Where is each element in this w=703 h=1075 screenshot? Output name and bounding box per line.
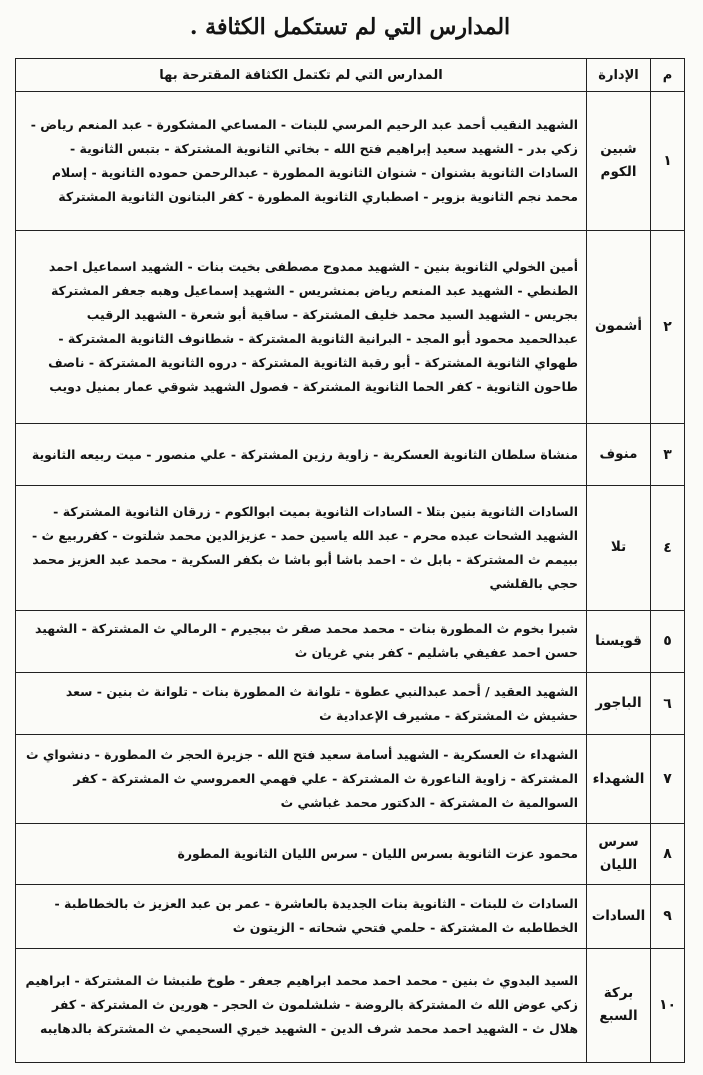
row-administration: سرس الليان xyxy=(587,824,651,884)
row-schools: الشهداء ث العسكرية - الشهيد أسامة سعيد فتح الله - جزيرة الحجر ث المطورة - دنشواي ث المشتركة - زاوية الناعورة ث المشتركة - علي فهمي العمروسي ث المشتركة - كفر السوالمية ث المشتركة - الدكتور محمد غباشي ث xyxy=(16,735,587,824)
table-row xyxy=(16,824,685,884)
row-schools: السيد البدوي ث بنين - محمد احمد محمد ابراهيم جعفر - طوخ طنبشا ث المشتركة - ابراهيم زكي عوض الله ث المشتركة بالروضة - شلشلمون ث الحجر - هورين ث المشتركة - كفر هلال ث - الشهيد احمد محمد شرف الدين - الشهيد خيري السحيمي ث المشتركة بالدهايبه xyxy=(16,948,587,1062)
row-schools: أمين الخولي الثانوية بنين - الشهيد ممدوح مصطفى بخيت بنات - الشهيد اسماعيل احمد الطنطي - الشهيد عبد المنعم رياض بمنشريس - الشهيد إسماعيل وهبه جعفر المشتركة بجريس - الشهيد السيد محمد خليف المشتركة - ساقية أبو شعرة - الشهيد الرقيب عبدالحميد محمود أبو المجد - البرانية الثانوية المشتركة - شطانوف الثانوية المشتركة - طهواي الثانوية المشتركة - أبو رقبة الثانوية المشتركة - دروه الثانوية المشتركة - ناصف طاحون الثانوية - كفر الحما الثانوية المشتركة - فصول الشهيد شوقي عمار بمنيل دويب xyxy=(16,231,587,424)
table-header-row xyxy=(16,59,685,92)
header-num: م xyxy=(651,59,685,92)
table-row xyxy=(16,884,685,948)
row-number: ١٠ xyxy=(651,948,685,1062)
header-schools: المدارس التي لم تكتمل الكثافة المقترحة بها xyxy=(16,59,587,92)
row-administration: أشمون xyxy=(587,231,651,424)
row-administration: شبين الكوم xyxy=(587,92,651,231)
table-row xyxy=(16,735,685,824)
table-row xyxy=(16,486,685,610)
schools-table xyxy=(15,58,685,1063)
row-number: ٩ xyxy=(651,884,685,948)
row-administration: منوف xyxy=(587,423,651,485)
row-schools: السادات ث للبنات - الثانوية بنات الجديدة بالعاشرة - عمر بن عبد العزيز ث بالخطاطبة - الخطاطبه ث المشتركة - حلمي فتحي شحاته - الزيتون ث xyxy=(16,884,587,948)
row-administration: بركة السبع xyxy=(587,948,651,1062)
table-row xyxy=(16,672,685,734)
row-schools: السادات الثانوية بنين بتلا - السادات الثانوية بميت ابوالكوم - زرقان الثانوية المشتركة - الشهيد الشحات عبده محرم - عبد الله ياسين حمد - عزيزالدين محمد شلتوت - كفرربيع ث - ببيمم ث المشتركة - بابل ث - احمد باشا أبو باشا ث بكفر السكرية - محمد عبد العزيز محمد حجي بالقلشي xyxy=(16,486,587,610)
table-row xyxy=(16,423,685,485)
row-number: ١ xyxy=(651,92,685,231)
table-row xyxy=(16,610,685,672)
row-schools: شبرا بخوم ث المطورة بنات - محمد محمد صقر ث ببجيرم - الرمالي ث المشتركة - الشهيد حسن احمد عفيفي باشليم - كفر بني غريان ث xyxy=(16,610,587,672)
row-schools: الشهيد النقيب أحمد عبد الرحيم المرسي للبنات - المساعي المشكورة - عبد المنعم رياض - زكي بدر - الشهيد سعيد إبراهيم فتح الله - بخاتي الثانوية المشتركة - بتبس الثانوية - السادات الثانوية بشنوان - شنوان الثانوية المطورة - عبدالرحمن حموده الثانوية - إسلام محمد نجم الثانوية بزوير - اصطباري الثانوية المطورة - كفر البتانون الثانوية المشتركة xyxy=(16,92,587,231)
row-number: ٥ xyxy=(651,610,685,672)
row-administration: تلا xyxy=(587,486,651,610)
row-number: ٢ xyxy=(651,231,685,424)
table-row xyxy=(16,92,685,231)
row-administration: الشهداء xyxy=(587,735,651,824)
row-number: ٧ xyxy=(651,735,685,824)
row-number: ٨ xyxy=(651,824,685,884)
row-administration: الباجور xyxy=(587,672,651,734)
header-admin: الإدارة xyxy=(587,59,651,92)
row-number: ٣ xyxy=(651,423,685,485)
table-row xyxy=(16,948,685,1062)
page-title: المدارس التي لم تستكمل الكثافة . xyxy=(189,14,511,40)
table-row xyxy=(16,231,685,424)
row-number: ٦ xyxy=(651,672,685,734)
row-schools: منشاة سلطان الثانوية العسكرية - زاوية رزين المشتركة - علي منصور - ميت ربيعه الثانوية xyxy=(16,423,587,485)
row-administration: السادات xyxy=(587,884,651,948)
row-schools: الشهيد العقيد / أحمد عبدالنبي عطوة - تلوانة ث المطورة بنات - تلوانة ث بنين - سعد حشيش ث المشتركة - مشيرف الإعدادية ث xyxy=(16,672,587,734)
row-number: ٤ xyxy=(651,486,685,610)
row-schools: محمود عزت الثانوية بسرس الليان - سرس الليان الثانوية المطورة xyxy=(16,824,587,884)
row-administration: قويسنا xyxy=(587,610,651,672)
